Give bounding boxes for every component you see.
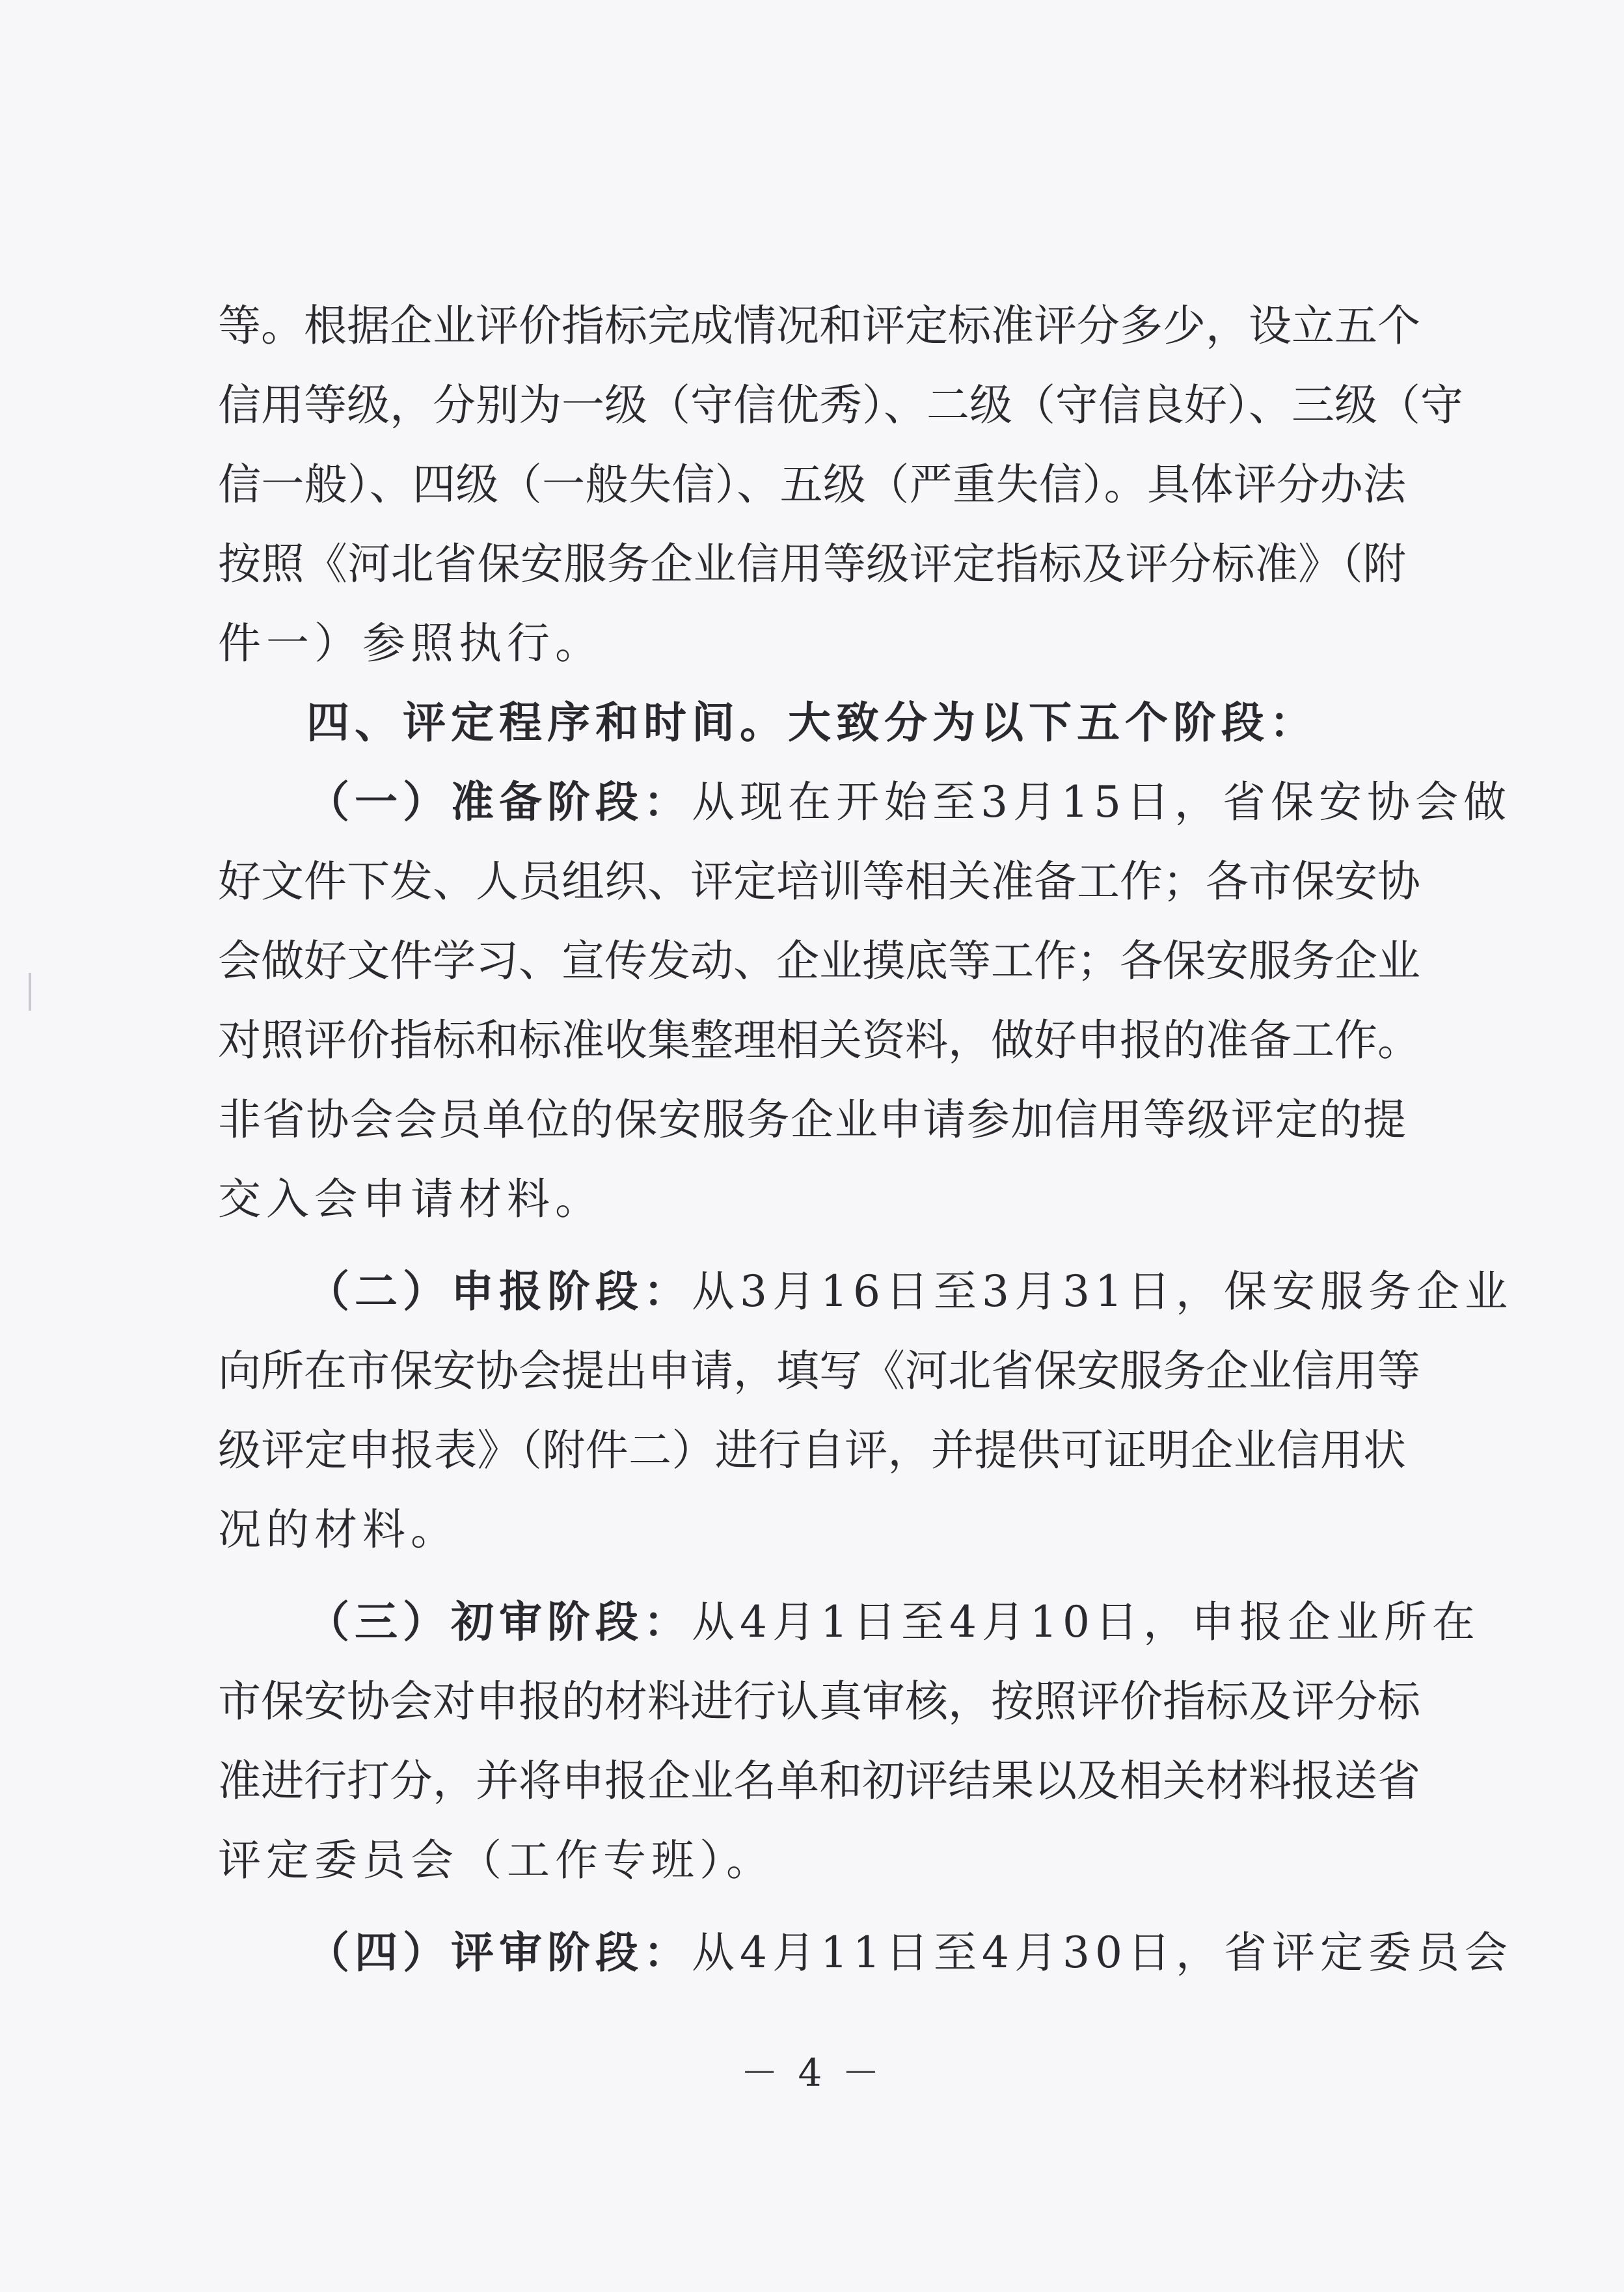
stage-label: （三）初审阶段：: [306, 1597, 692, 1647]
text-line: 好文件下发、人员组织、评定培训等相关准备工作；各市保安协: [218, 856, 1420, 907]
text-line: 市保安协会对申报的材料进行认真审核，按照评价指标及评分标: [218, 1676, 1420, 1726]
text-line: 对照评价指标和标准收集整理相关资料，做好申报的准备工作。: [218, 1015, 1420, 1065]
text-line: 向所在市保安协会提出申请，填写《河北省保安服务企业信用等: [218, 1346, 1420, 1396]
text-line: 会做好文件学习、宣传发动、企业摸底等工作；各保安服务企业: [218, 936, 1420, 986]
stage-line: [218, 1583, 1480, 1662]
text-line: 等。根据企业评价指标完成情况和评定标准评分多少，设立五个: [218, 301, 1420, 351]
stage-label: （二）申报阶段：: [306, 1266, 692, 1317]
text-line: 信一般）、四级（一般失信）、五级（严重失信）。具体评分办法: [218, 459, 1406, 510]
text-line: 非省协会会员单位的保安服务企业申请参加信用等级评定的提: [218, 1095, 1406, 1145]
section-heading: 四、评定程序和时间。大致分为以下五个阶段：: [306, 698, 1318, 748]
stage-text: 从4月1日至4月10日，申报企业所在: [692, 1597, 1480, 1647]
stage-line: [218, 1252, 1513, 1331]
stage-line: [218, 763, 1511, 842]
text-line: 级评定申报表》（附件二）进行自评，并提供可证明企业信用状: [218, 1425, 1406, 1475]
stage-text: 从3月16日至3月31日，保安服务企业: [692, 1266, 1513, 1317]
body-text: [218, 286, 1513, 1993]
page-number: － 4 －: [740, 2051, 884, 2095]
text-line: 准进行打分，并将申报企业名单和初评结果以及相关材料报送省: [218, 1756, 1420, 1806]
text-line: 评定委员会（工作专班）。: [218, 1835, 774, 1885]
text-line: 按照《河北省保安服务企业信用等级评定指标及评分标准》（附: [218, 539, 1406, 589]
stage-label: （一）准备阶段：: [306, 777, 692, 827]
text-line: 交入会申请材料。: [218, 1174, 603, 1224]
stage-text: 从现在开始至3月15日，省保安协会做: [692, 777, 1511, 827]
stage-line: [218, 1913, 1513, 1993]
text-line: 信用等级，分别为一级（守信优秀）、二级（守信良好）、三级（守: [218, 380, 1463, 430]
text-line: 件一）参照执行。: [218, 618, 603, 668]
text-line: 况的材料。: [218, 1505, 459, 1555]
stage-text: 从4月11日至4月30日，省评定委员会: [692, 1928, 1513, 1978]
scan-artifact: [29, 973, 31, 1011]
stage-label: （四）评审阶段：: [306, 1928, 692, 1978]
